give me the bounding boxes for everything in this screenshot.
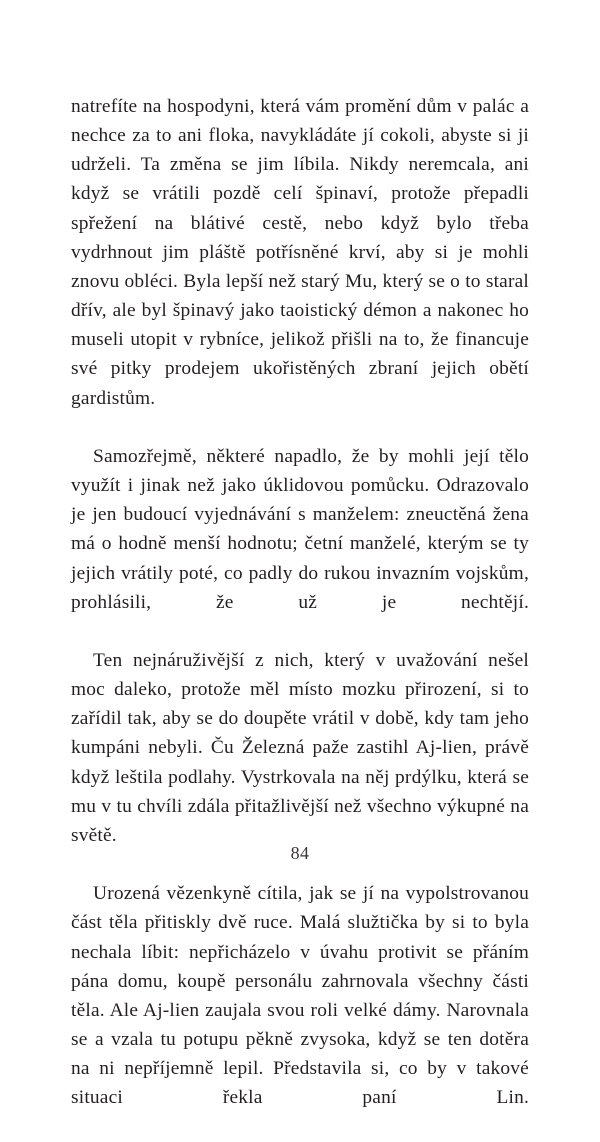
paragraph-4: Urozená vězenkyně cítila, jak se jí na vypolstrovanou část těla přitiskly dvě ruce. Malá služtička by si to byla nechala líbit: nepřicházelo v úvahu protivit se přáním pána domu, koupě personálu zahrnovala všechny části těla. Ale Aj-lien zaujala svou roli velké dámy. Narovnala se a vzala tu potupu pěkně zvysoka, když se ten dotěra na ni nepříjemně lepil. Představila si, co by v takové situaci řekla paní Lin. xyxy=(71,883,529,1109)
page-number: 84 xyxy=(290,843,310,863)
paragraph-2: Samozřejmě, některé napadlo, že by mohli její tělo využít i jinak než jako úklidovou pomůcku. Odrazovalo je jen budoucí vyjednávání s manželem: zneuctěná žena má o hodně menší hodnotu; četní manželé, kterým se ty jejich vrátily poté, co padly do rukou invazním vojskům, prohlásili, že už je nechtějí. xyxy=(71,445,529,613)
paragraph-1: natrefíte na hospodyni, která vám promění dům v palác a nechce za to ani floka, navykládáte jí cokoli, abyste si ji udrželi. Ta změna se jim líbila. Nikdy neremcala, ani když se vrátili pozdě celí špinaví, protože přepadli spřežení na blátivé cestě, nebo když bylo třeba vydrhnout jim pláště potřísněné krví, aby si je mohli znovu obléci. Byla lepší než starý Mu, který se o to staral dřív, ale byl špinavý jako taoistický démon a nakonec ho museli utopit v rybníce, jelikož přišli na to, že financuje své pitky prodejem ukořistěných zbraní jejich obětí gardistům. xyxy=(71,96,529,409)
body-text-block xyxy=(71,92,529,1142)
paragraph-3: Ten nejnáruživější z nich, který v uvažování nešel moc daleko, protože měl místo mozku přirození, si to zařídil tak, aby se do doupěte vrátil v době, kdy tam jeho kumpáni nebyli. Ču Železná paže zastihl Aj-lien, právě když leštila podlahy. Vystrkovala na něj prdýlku, která se mu v tu chvíli zdála přitažlivější než všechno výkupné na světě. xyxy=(71,649,529,846)
